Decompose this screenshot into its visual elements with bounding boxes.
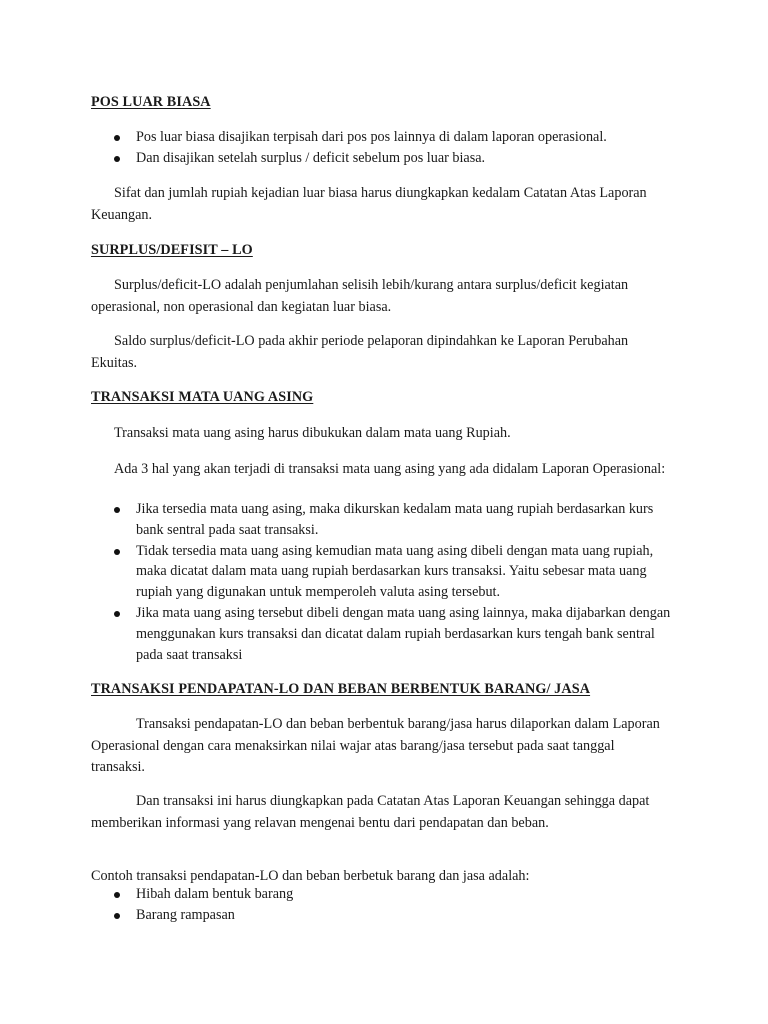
heading-surplus-defisit: SURPLUS/DEFISIT – LO — [91, 242, 253, 258]
paragraph-sifat-jumlah: Sifat dan jumlah rupiah kejadian luar biasa harus diungkapkan kedalam Catatan Atas Laporan Keuangan. — [91, 185, 647, 223]
paragraph-pendapatan-dilaporkan: Transaksi pendapatan-LO dan beban berbentuk barang/jasa harus dilaporkan dalam Laporan Operasional dengan cara menaksirkan nilai wajar atas barang/jasa tersebut pada saat tanggal transaksi. — [91, 716, 660, 775]
heading-mata-uang-asing: TRANSAKSI MATA UANG ASING — [91, 389, 314, 405]
paragraph-dibukukan-rupiah: Transaksi mata uang asing harus dibukukan dalam mata uang Rupiah. — [114, 425, 511, 441]
paragraph-surplus-definition: Surplus/deficit-LO adalah penjumlahan selisih lebih/kurang antara surplus/deficit kegiatan operasional, non operasional dan kegiatan luar biasa. — [91, 277, 629, 315]
bullet-list-contoh — [91, 884, 671, 926]
list-item: Barang rampasan — [91, 905, 671, 926]
list-item: Hibah dalam bentuk barang — [91, 884, 671, 905]
list-item: Dan disajikan setelah surplus / deficit sebelum pos luar biasa. — [91, 148, 671, 169]
heading-pos-luar-biasa: POS LUAR BIASA — [91, 94, 211, 110]
paragraph-tiga-hal: Ada 3 hal yang akan terjadi di transaksi mata uang asing yang ada didalam Laporan Operasional: — [114, 461, 666, 477]
paragraph-saldo-surplus: Saldo surplus/deficit-LO pada akhir periode pelaporan dipindahkan ke Laporan Perubahan Ekuitas. — [91, 333, 629, 371]
list-item: Jika mata uang asing tersebut dibeli dengan mata uang asing lainnya, maka dijabarkan dengan menggunakan kurs transaksi dan dicatat dalam rupiah berdasarkan kurs tengah bank sentral pada saat transaksi — [91, 603, 671, 665]
bullet-list-mata-uang-asing — [91, 499, 671, 665]
paragraph-contoh-intro: Contoh transaksi pendapatan-LO dan beban berbetuk barang dan jasa adalah: — [91, 868, 530, 884]
list-item: Jika tersedia mata uang asing, maka dikurskan kedalam mata uang rupiah berdasarkan kurs bank sentral pada saat transaksi. — [91, 499, 671, 541]
bullet-list-pos-luar-biasa — [91, 127, 671, 169]
paragraph-diungkapkan-calk: Dan transaksi ini harus diungkapkan pada Catatan Atas Laporan Keuangan sehingga dapat memberikan informasi yang relavan mengenai bentu dari pendapatan dan beban. — [91, 793, 650, 831]
list-item: Tidak tersedia mata uang asing kemudian mata uang asing dibeli dengan mata uang rupiah, maka dicatat dalam mata uang rupiah berdasarkan kurs transaksi. Yaitu sebesar mata uang rupiah yang digunakan untuk memperoleh valuta asing tersebut. — [91, 541, 671, 603]
heading-pendapatan-beban: TRANSAKSI PENDAPATAN-LO DAN BEBAN BERBENTUK BARANG/ JASA — [91, 681, 591, 697]
list-item: Pos luar biasa disajikan terpisah dari pos pos lainnya di dalam laporan operasional. — [91, 127, 671, 148]
